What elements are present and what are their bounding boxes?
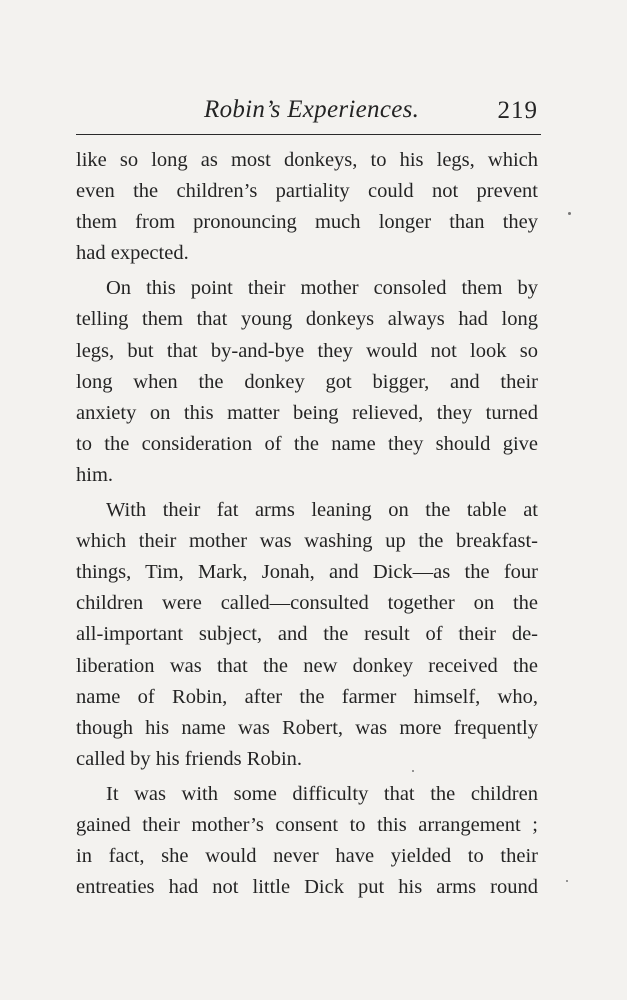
text-line: them from pronouncing much longer than they	[76, 211, 538, 234]
text-line: called by his friends Robin.	[76, 747, 303, 770]
paper-speck	[566, 880, 568, 882]
paper-speck	[412, 770, 414, 772]
paper-speck	[568, 212, 571, 215]
text-line: like so long as most donkeys, to his legs, which	[76, 149, 538, 171]
header-rule	[76, 134, 541, 135]
text-line: even the children’s partiality could not prevent	[76, 180, 538, 203]
paragraph	[76, 273, 538, 491]
text-line: entreaties had not little Dick put his arms round	[76, 876, 538, 899]
text-line: anxiety on this matter being relieved, they turned	[76, 401, 538, 424]
page-number: 219	[497, 97, 538, 124]
text-line: children were called—consulted together on the	[76, 592, 538, 615]
text-line: legs, but that by-and-bye they would not look so	[76, 339, 538, 362]
text-line: him.	[76, 463, 114, 486]
text-line: On this point their mother consoled them by	[106, 277, 538, 300]
text-line: It was with some difficulty that the children	[106, 782, 538, 805]
paragraph	[76, 145, 538, 269]
text-line: telling them that young donkeys always had long	[76, 308, 538, 331]
text-line: had expected.	[76, 242, 189, 265]
text-line: which their mother was washing up the breakfast-	[76, 530, 538, 553]
text-line: With their fat arms leaning on the table at	[106, 499, 538, 522]
text-line: in fact, she would never have yielded to their	[76, 845, 538, 868]
text-line: long when the donkey got bigger, and their	[76, 370, 538, 393]
paragraph	[76, 779, 538, 903]
body-text	[76, 145, 538, 903]
text-line: though his name was Robert, was more frequently	[76, 716, 538, 739]
paragraph	[76, 495, 538, 775]
text-line: all-important subject, and the result of their de-	[76, 623, 538, 646]
text-line: name of Robin, after the farmer himself, who,	[76, 685, 538, 708]
running-head	[76, 96, 542, 130]
text-line: things, Tim, Mark, Jonah, and Dick—as the four	[76, 561, 538, 584]
text-line: liberation was that the new donkey received the	[76, 654, 538, 677]
running-title: Robin’s Experiences.	[204, 96, 420, 123]
text-line: to the consideration of the name they should give	[76, 432, 538, 455]
text-line: gained their mother’s consent to this arrangement ;	[76, 813, 538, 836]
